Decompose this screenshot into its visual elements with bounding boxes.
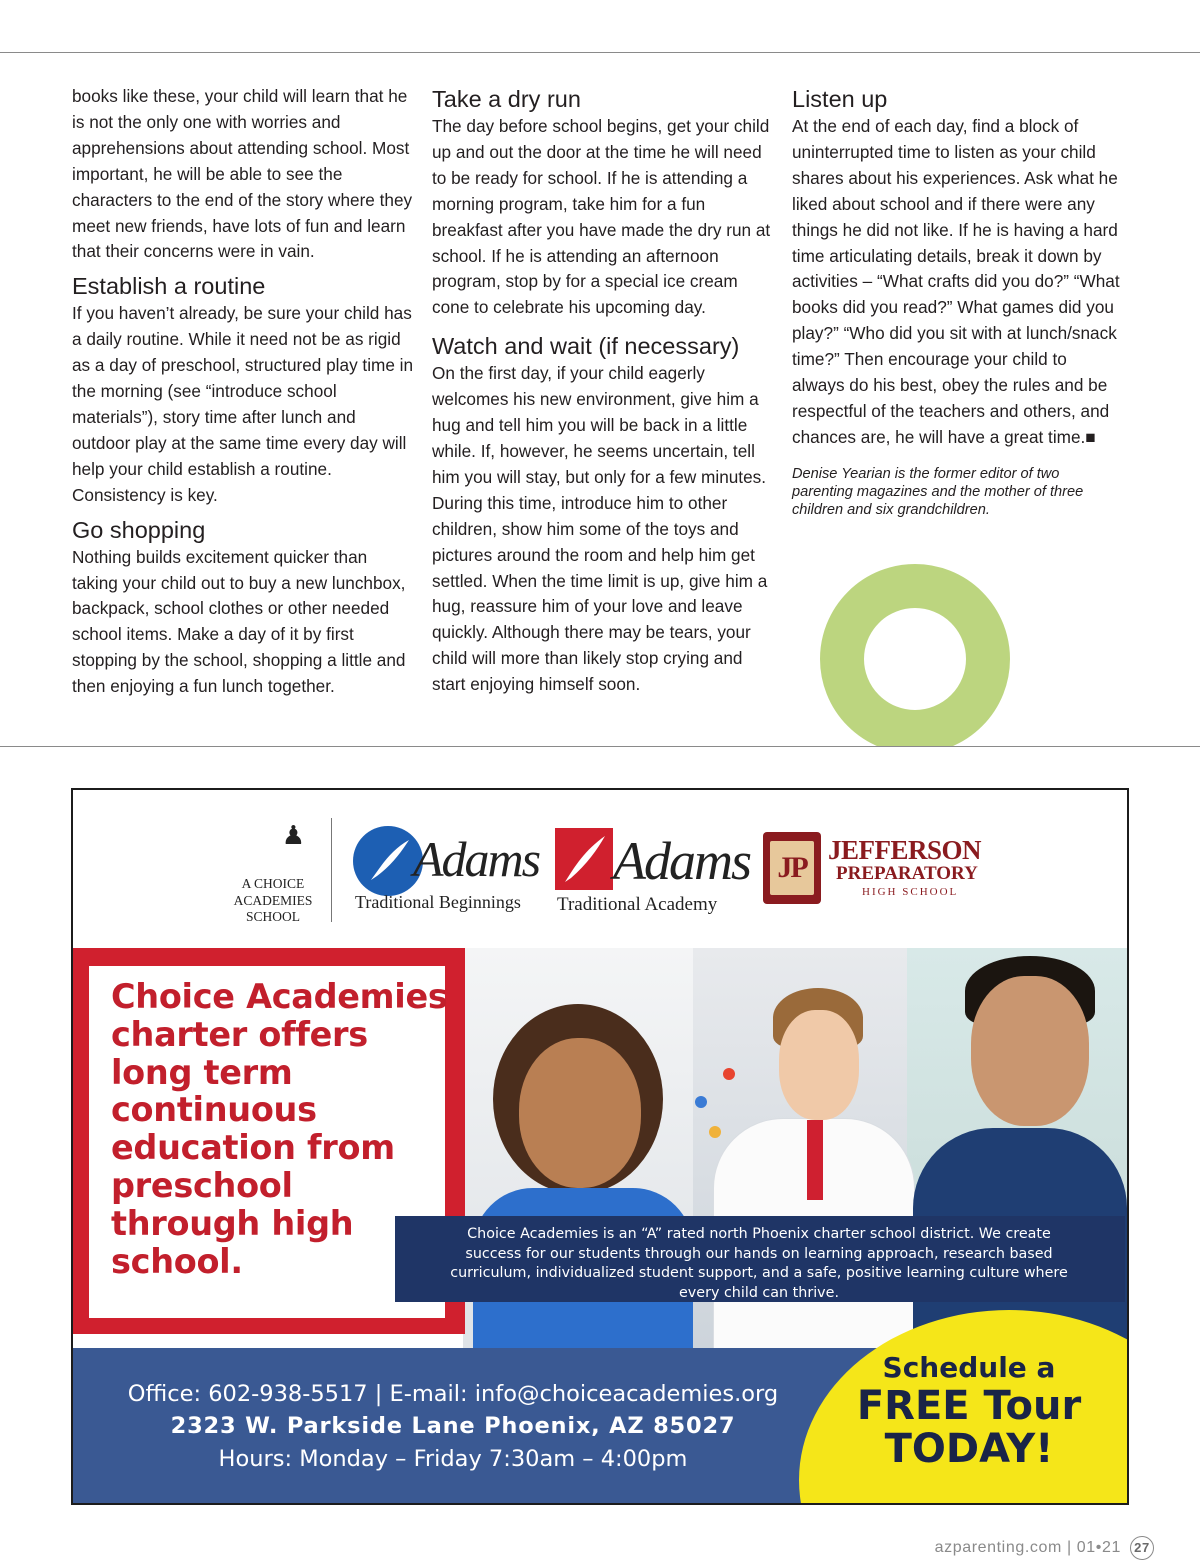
teen-face	[971, 976, 1089, 1126]
dry-run-paragraph: The day before school begins, get your child up and out the door at the time he will need to be ready for school. If he is attending a morning program, take him for a fun breakfast after you have made the dry run at school. If he is attending an afternoon program, stop by for a special ice cream cone to celebrate his upcoming day.	[432, 116, 771, 318]
choice-academies-logo: ♟ A CHOICE ACADEMIES SCHOOL	[233, 821, 313, 924]
adams-academy-wordmark: Adams	[613, 831, 750, 891]
end-mark: ■	[1085, 426, 1096, 447]
adams-beginnings-wordmark: Adams	[413, 831, 540, 887]
boy-tie	[807, 1120, 823, 1200]
contact-phone-email[interactable]: Office: 602-938-5517 | E-mail: info@choiceacademies.org	[127, 1381, 779, 1407]
page-number: 27	[1130, 1536, 1154, 1560]
shopping-paragraph: Nothing builds excitement quicker than taking your child out to buy a new lunchbox, backpack, school clothes or other needed school items. Make a day of it by first stopping by the school, shopping a little and then enjoying a fun lunch together.	[72, 546, 406, 697]
ad-headline: Choice Academies charter offers long term continuous education from preschool through high school.	[111, 977, 448, 1281]
heading-dry-run: Take a dry run	[432, 86, 581, 112]
footer-site-issue[interactable]: azparenting.com | 01•21	[934, 1539, 1121, 1557]
article-column-left	[72, 84, 416, 700]
girl-face	[519, 1038, 641, 1188]
choice-academies-ad[interactable]	[71, 788, 1129, 1505]
jefferson-prep-wordmark: JEFFERSON PREPARATORY HIGH SCHOOL	[828, 835, 982, 898]
watch-wait-paragraph: On the first day, if your child eagerly welcomes his new environment, give him a hug and tell him you will be back in a little while. If, however, he seems uncertain, tell him you will stay, but only for a few minutes. During this time, introduce him to other children, show him some of the toys and pictures around the room and help him get settled. When the time limit is up, give him a hug, reassure him of your love and leave quickly. Although there may be tears, your child will more than likely stop crying and start enjoying himself soon.	[432, 363, 768, 695]
free-tour-cta[interactable]: Schedule a FREE Tour TODAY!	[856, 1351, 1082, 1472]
contact-hours: Hours: Monday – Friday 7:30am – 4:00pm	[218, 1446, 688, 1472]
jefferson-prep-shield-icon: JP	[763, 832, 821, 904]
intro-paragraph: books like these, your child will learn that he is not the only one with worries and apprehensions about attending school. Most important, he will be able to see the characters to the end of the story where they meet new friends, have lots of fun and learn that their concerns were in vain.	[72, 86, 413, 262]
heading-go-shopping: Go shopping	[72, 516, 206, 543]
ad-blurb-band	[395, 1216, 1125, 1302]
heading-establish-routine: Establish a routine	[72, 273, 266, 300]
boy-face	[779, 1010, 859, 1120]
article-column-middle	[432, 84, 772, 698]
page-footer	[935, 1536, 1154, 1560]
logo-divider	[331, 818, 332, 922]
section-rule	[0, 746, 1200, 747]
listen-paragraph: At the end of each day, find a block of uninterrupted time to listen as your child shares about his experiences. Ask what he liked about school and if there were any things he did not like. If he is having a hard time articulating details, break it down by activities – “What crafts did you do?” “What books did you read?” What games did you play?” “Who did you sit with at lunch/snack time?” Then encourage your child to always do his best, obey the rules and be respectful of the teachers and others, and chances are, he will have a great time.■	[792, 116, 1120, 447]
adams-beginnings-subtitle: Traditional Beginnings	[355, 892, 521, 912]
choice-academies-icon: ♟	[281, 821, 305, 850]
heading-listen-up: Listen up	[792, 86, 888, 112]
ad-logo-row	[73, 790, 1127, 950]
article-column-right	[792, 84, 1124, 519]
ad-blurb: Choice Academies is an “A” rated north Phoenix charter school district. We create success for our students through our hands on learning approach, research based curriculum, individualized student support, and a safe, positive learning culture where every child can thrive.	[450, 1226, 1068, 1301]
adams-academy-subtitle: Traditional Academy	[557, 894, 718, 915]
contact-address: 2323 W. Parkside Lane Phoenix, AZ 85027	[170, 1413, 736, 1439]
routine-paragraph: If you haven’t already, be sure your child has a daily routine. While it need not be as rigid as a day of preschool, structured play time in the morning (see “introduce school materials”), story time after lunch and outdoor play at the same time every day will help your child establish a routine. Consistency is key.	[72, 303, 414, 505]
adams-academy-quill-icon	[555, 828, 613, 890]
decorative-green-ring	[820, 564, 1010, 754]
heading-watch-wait: Watch and wait (if necessary)	[432, 333, 740, 360]
molecule-icon	[723, 1068, 735, 1080]
author-byline: Denise Yearian is the former editor of two parenting magazines and the mother of three children and six grandchildren.	[792, 465, 1084, 518]
top-rule	[0, 52, 1200, 53]
